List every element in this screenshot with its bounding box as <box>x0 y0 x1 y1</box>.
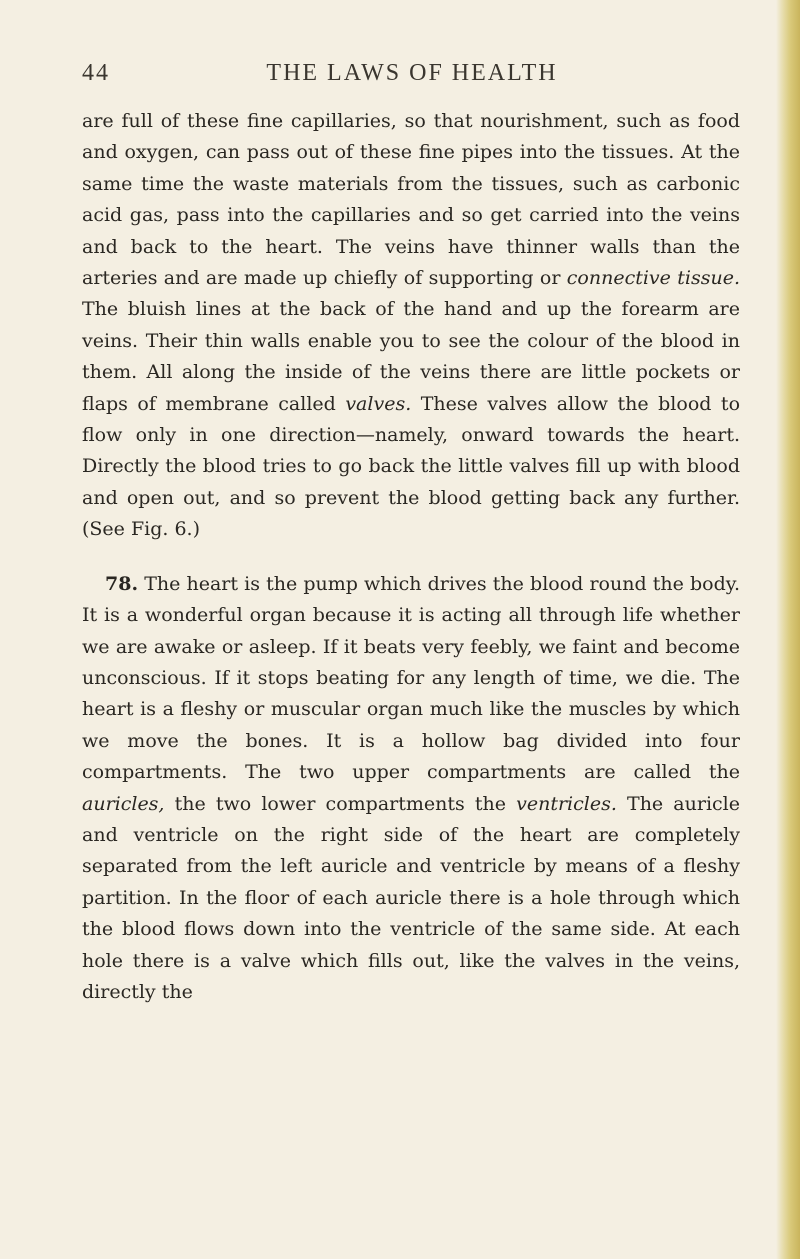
text-span: the two lower compartments the <box>164 792 517 815</box>
italic-term: auricles, <box>82 792 165 815</box>
paragraph-continued <box>82 106 740 546</box>
page-header <box>82 60 742 90</box>
section-number: 78. <box>105 572 139 595</box>
text-span: The heart is the pump which drives the blood round the body. It is a wonderful organ because it is acting all through life whether we are awake or asleep. If it beats very feebly, we faint and become unconscious. If it stops beating for any length of time, we die. The heart is a fleshy or muscular organ much like the muscles by which we move the bones. It is a hollow bag divided into four compartments. The two upper compartments are called the <box>82 572 740 784</box>
italic-term: connective tissue. <box>566 267 741 290</box>
text-span: The auricle and ventricle on the right side of the heart are completely separated from the left auricle and ventricle by means of a fleshy partition. In the floor of each auricle there is a hole through which the blood flows down into the ventricle of the same side. At each hole there is a valve which fills out, like the valves in the veins, directly the <box>82 792 740 1003</box>
italic-term: ventricles. <box>516 792 617 815</box>
page-edge-shadow <box>776 0 800 1259</box>
text-span: The bluish lines at the back of the hand and up the forearm are veins. Their thin walls enable you to see the colour of the blood in them. All along the inside of the veins there are little pockets or flaps of membrane called <box>82 298 740 415</box>
italic-term: valves. <box>345 392 412 415</box>
page-number: 44 <box>82 60 110 86</box>
running-title: THE LAWS OF HEALTH <box>266 60 558 86</box>
text-span: are full of these fine capillaries, so that nourishment, such as food and oxygen, can pass out of these fine pipes into the tissues. At the same time the waste materials from the tissues, such as carbonic acid gas, pass into the capillaries and so get carried into the veins and back to the heart. The veins have thinner walls than the arteries and are made up chiefly of supporting or <box>82 110 740 290</box>
paragraph-78 <box>82 569 740 1009</box>
text-span: These valves allow the blood to flow only in one direction—namely, onward towards the heart. Directly the blood tries to go back the little valves fill up with blood and open out, and so prevent the blood getting back any further. (See Fig. 6.) <box>82 392 741 541</box>
body-text <box>82 106 740 1008</box>
